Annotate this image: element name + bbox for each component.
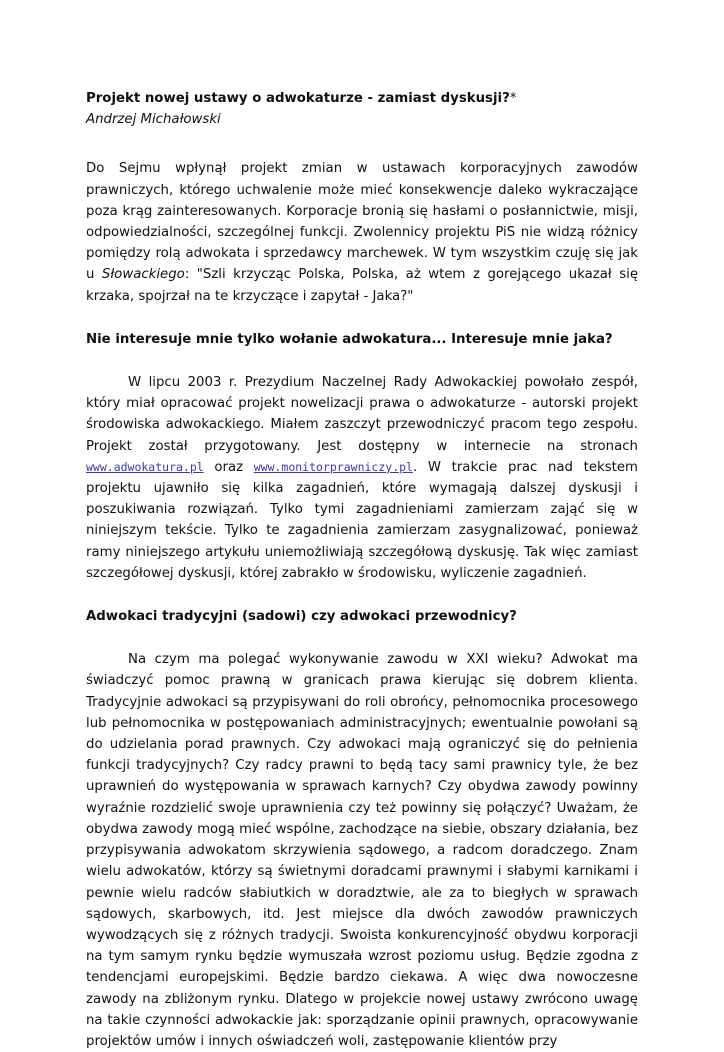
document-page [86, 88, 638, 1052]
section-heading-1: Nie interesuje mnie tylko wołanie adwokatura... Interesuje mnie jaka? [86, 331, 613, 347]
section-paragraph-2: Na czym ma polegać wykonywanie zawodu w XXI wieku? Adwokat ma świadczyć pomoc prawną w granicach prawa kierując się dobrem klienta. Tradycyjnie adwokaci są przypisywani do roli obrońcy, pełnomocnika procesowego lub pełnomocnika w postępowaniach administracyjnych; ewentualnie powołani są do udzielania porad prawnych. Czy adwokaci mają ograniczyć się do pełnienia funkcji tradycyjnych? Czy radcy prawni to będą tacy sami prawnicy tyle, że bez uprawnień do występowania w sprawach karnych? Czy obydwa zawody powinny wyraźnie rozdzielić swoje uprawnienia czy też powinny się połączyć? Uważam, że obydwa zawody mogą mieć wspólne, zachodzące na siebie, obszary działania, bez przypisywania adwokatom skrzywienia sądowego, a radcom doradczego. Znam wielu adwokatów, którzy są świetnymi doradcami prawnymi i słabymi karnikami i pewnie wielu radców słabiutkich w doradztwie, ale za to biegłych w sprawach sądowych, skarbowych, itd. Jest miejsce dla dwóch zawodów prawniczych wywodzących się z różnych tradycji. Swoista konkurencyjność obydwu korporacji na tym samym rynku będzie wymuszała wzrost poziomu usług. Będzie zgodna z tendencjami europejskimi. Będzie bardzo ciekawa. A więc dwa nowoczesne zawody na zbliżonym rynku. Dlatego w projekcie nowej ustawy zwrócono uwagę na takie czynności adwokackie jak: sporządzanie opinii prawnych, opracowywanie projektów umów i innych oświadczeń woli, zastępowanie klientów przy [86, 652, 638, 1049]
intro-emphasis: Słowackiego [101, 267, 185, 283]
intro-text-1: Do Sejmu wpłynął projekt zmian w ustawach korporacyjnych zawodów prawniczych, którego uchwalenie może mieć konsekwencje daleko wykraczające poza krąg zainteresowanych. Korporacje bronią się hasłami o posłannictwie, misji, odpowiedzialności, szczególnej funkcji. Zwolennicy projektu PiS nie widzą różnicy pomiędzy rolą adwokata i sprzedawcy marchewek. W tym wszystkim czuję się jak u [86, 161, 638, 283]
link-monitorprawniczy[interactable]: www.monitorprawniczy.pl [253, 459, 413, 474]
section1-text-1: W lipcu 2003 r. Prezydium Naczelnej Rady Adwokackiej powołało zespół, który miał opracować projekt nowelizacji prawa o adwokaturze - autorski projekt środowiska adwokackiego. Miałem zaszczyt przewodniczyć pracom tego zespołu. Projekt został przygotowany. Jest dostępny w internecie na stronach [86, 375, 638, 454]
section-heading-2: Adwokaci tradycyjni (sadowi) czy adwokaci przewodnicy? [86, 609, 517, 625]
title-footnote-mark: * [509, 91, 517, 106]
intro-text-2: : "Szli krzycząc Polska, Polska, aż wtem z gorejącego ukazał się krzaka, spojrzał na te krzyczące i zapytał - Jaka?" [86, 267, 638, 304]
title-text: Projekt nowej ustawy o adwokaturze - zamiast dyskusji? [86, 91, 510, 106]
intro-paragraph [86, 158, 638, 306]
section-paragraph-1 [86, 372, 638, 584]
link-adwokatura[interactable]: www.adwokatura.pl [86, 459, 204, 474]
section1-text-between: oraz [203, 459, 254, 475]
document-title [86, 88, 638, 109]
section1-text-2: . W trakcie prac nad tekstem projektu ujawniło się kilka zagadnień, które wymagają dalszej dyskusji i poszukiwania rozwiązań. Tylko tymi zagadnieniami zamierzam zająć się w niniejszym tekście. Tylko te zagadnienia zamierzam zasygnalizować, ponieważ ramy niniejszego artykułu uniemożliwiają szczegółową dyskusję. Tak więc zamiast szczegółowej dyskusji, której zabrakło w środowisku, wyliczenie zagadnień. [86, 459, 638, 581]
author-name: Andrzej Michałowski [86, 112, 221, 128]
